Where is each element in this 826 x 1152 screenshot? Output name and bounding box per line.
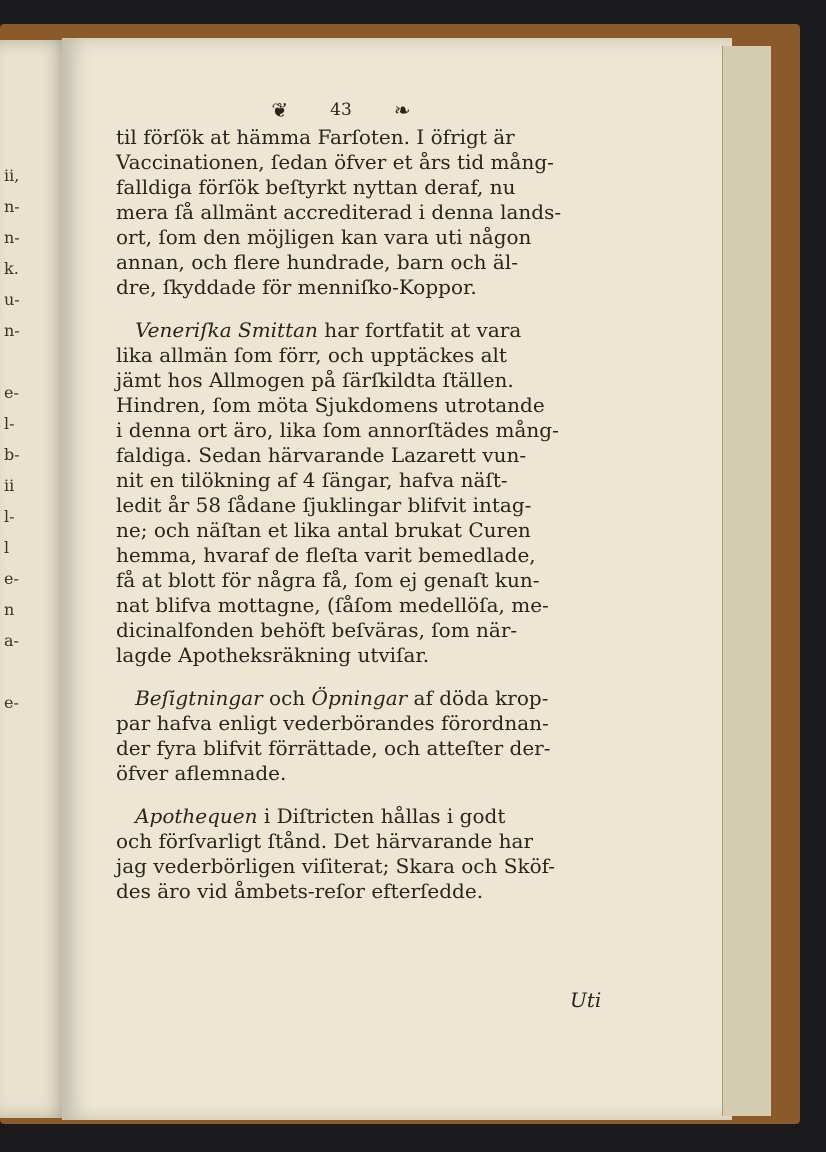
page-header [46, 95, 636, 125]
left-ornament-icon: ❦ [271, 98, 289, 122]
text-line: få at blott för några få, ſom ej genaſt kun- [116, 568, 540, 592]
text-line: öfver aflemnade. [116, 761, 287, 785]
paragraph-inspections [116, 686, 636, 786]
italic-term: Veneriſka Smittan [135, 318, 318, 342]
text-line: ledit år 58 ſådane ſjuklingar blifvit intag- [116, 493, 532, 517]
page-edges [722, 46, 771, 1116]
text-line: til förſök at hämma Farſoten. I öfrigt är [116, 125, 515, 149]
text-line: Veneriſka Smittan har fortfatit at vara [135, 318, 522, 342]
text-line: par hafva enligt vederbörandes förordnan- [116, 711, 549, 735]
text-line: nat blifva mottagne, (ſåſom medellöſa, me- [116, 593, 549, 617]
italic-term: Apothequen [135, 804, 258, 828]
text-line: ort, ſom den möjligen kan vara uti någon [116, 225, 532, 249]
left-page-fragments: ii, n- n- k. u- n- e- l- b- ii l- l e- n a- e- [4, 166, 20, 712]
text-line: des äro vid åmbets-reſor efterſedde. [116, 879, 484, 903]
text-line: och förſvarligt ſtånd. Det härvarande har [116, 829, 534, 853]
text-line: hemma, hvaraf de fleſta varit bemedlade, [116, 543, 536, 567]
text-line: jag vederbörligen viſiterat; Skara och Sköf- [116, 854, 556, 878]
text-line: dicinalfonden behöft beſväras, ſom när- [116, 618, 518, 642]
paragraph-vaccination [116, 125, 636, 300]
italic-term: Öpningar [311, 686, 408, 710]
italic-term: Beſigtningar [135, 686, 263, 710]
left-page [0, 40, 68, 1118]
paragraph-apothecaries [116, 804, 636, 904]
text-line: der fyra blifvit förrättade, och atteſter der- [116, 736, 551, 760]
right-ornament-icon: ❧ [393, 98, 411, 122]
text-line: lagde Apotheksräkning utviſar. [116, 643, 430, 667]
text-line: Hindren, ſom möta Sjukdomens utrotande [116, 393, 545, 417]
text-line: lika allmän ſom förr, och upptäckes alt [116, 343, 507, 367]
paragraph-venereal [116, 318, 636, 668]
text-line: dre, ſkyddade för menniſko-Koppor. [116, 275, 477, 299]
text-line: annan, och flere hundrade, barn och äl- [116, 250, 518, 274]
text-line: Apothequen i Diſtricten hållas i godt [135, 804, 506, 828]
text-line: i denna ort äro, lika ſom annorſtädes mång- [116, 418, 559, 442]
page-number: 43 [330, 100, 352, 120]
page-text [116, 95, 636, 904]
text-line: Beſigtningar och Öpningar af döda krop- [135, 686, 549, 710]
catchword: Uti [570, 988, 602, 1012]
text-line: nit en tilökning af 4 ſängar, hafva näſt- [116, 468, 508, 492]
text-line: falldiga förſök beſtyrkt nyttan deraf, nu [116, 175, 516, 199]
text-line: jämt hos Allmogen på ſärſkildta ſtällen. [116, 368, 514, 392]
text-line: mera ſå allmänt accrediterad i denna lands- [116, 200, 562, 224]
text-line: ne; och näſtan et lika antal brukat Curen [116, 518, 531, 542]
text-line: Vaccinationen, ſedan öfver et års tid mång- [116, 150, 554, 174]
text-line: faldiga. Sedan härvarande Lazarett vun- [116, 443, 527, 467]
